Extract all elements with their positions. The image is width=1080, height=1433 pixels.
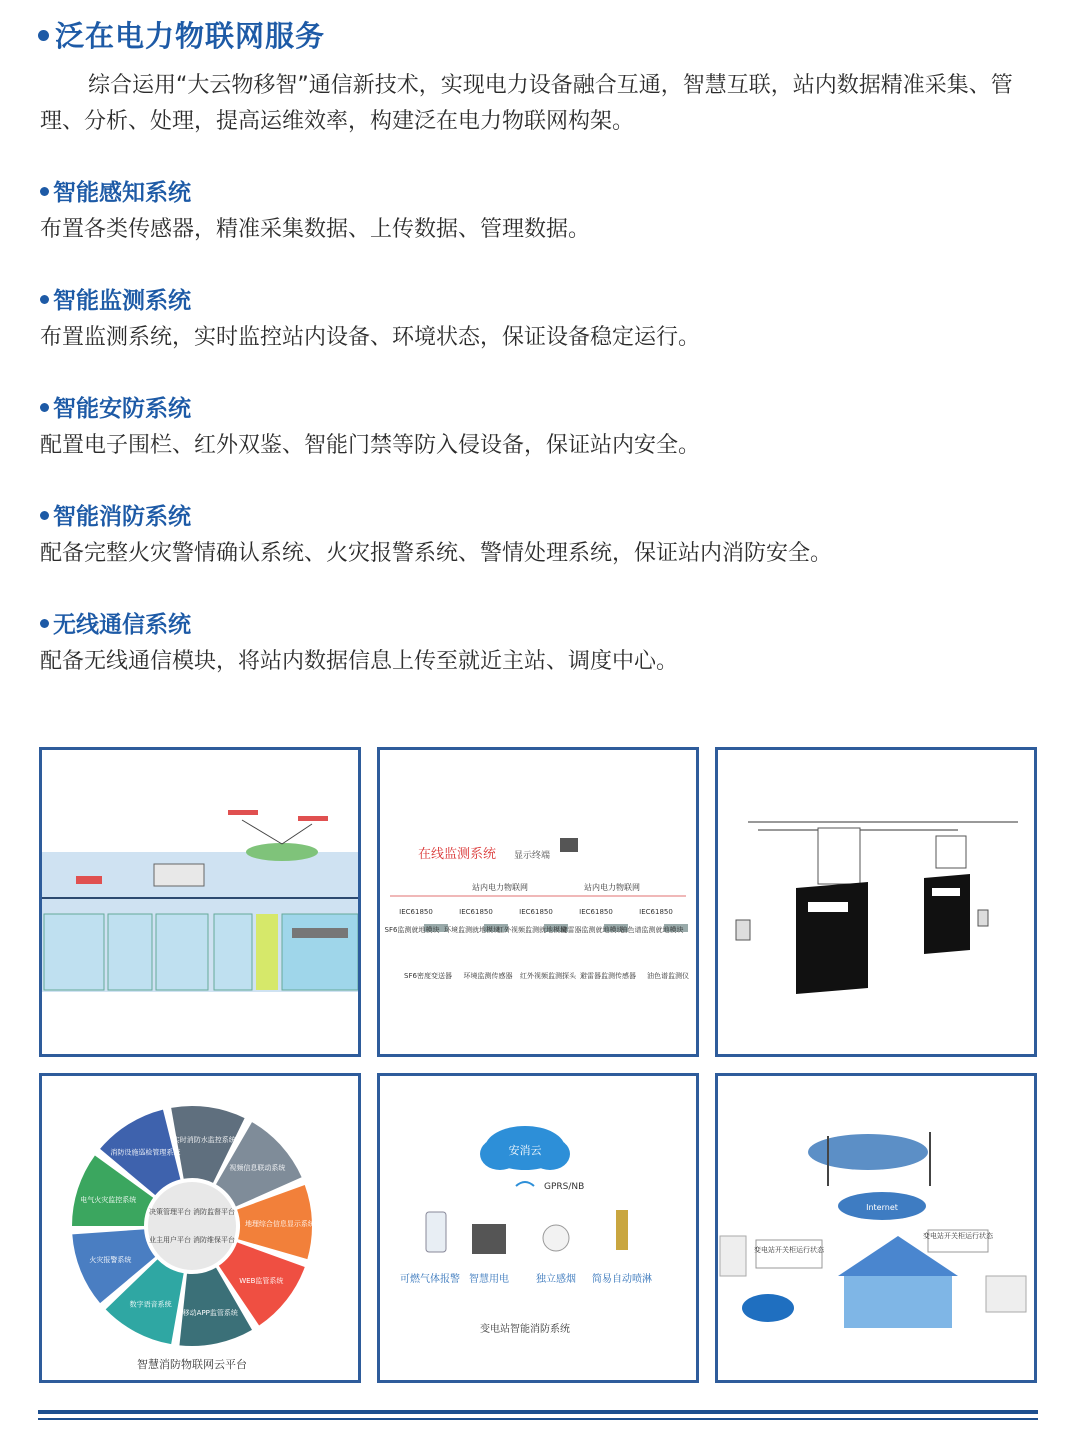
- gas-detector-icon: [426, 1212, 446, 1252]
- sensor-label: 环境监测传感器: [463, 972, 513, 980]
- online-monitoring-diagram: [380, 750, 696, 1054]
- phone-status-label: 变电站开关柜运行状态: [754, 1246, 824, 1254]
- module-label: SF6监测就地模块: [384, 926, 440, 934]
- wheel-segment-label: 电气火灾监控系统: [80, 1195, 137, 1204]
- wheel-segment-label: 火灾报警系统: [89, 1255, 132, 1264]
- section-text: 配备完整火灾警情确认系统、火灾报警系统、警情处理系统，保证站内消防安全。: [40, 541, 833, 566]
- sprinkler-icon: [616, 1210, 628, 1250]
- cloud-label: 安消云: [508, 1144, 542, 1157]
- protocol-label: IEC61850: [579, 908, 613, 916]
- wheel-segment-label: 视频信息联动系统: [229, 1164, 286, 1173]
- section-heading: 智能监测系统: [53, 288, 191, 314]
- map-icon: [720, 1236, 746, 1276]
- section-wireless: [40, 608, 1040, 678]
- smart-power-icon: [472, 1224, 506, 1254]
- wheel-segment-label: 实时消防水监控系统: [172, 1135, 236, 1144]
- protocol-label: IEC61850: [519, 908, 553, 916]
- section-text: 布置各类传感器，精准采集数据、上传数据、管理数据。: [40, 217, 591, 242]
- wheel-caption: 智慧消防物联网云平台: [137, 1358, 247, 1371]
- network-label-left: 站内电力物联网: [472, 883, 528, 892]
- bullet-icon: [40, 619, 49, 628]
- protocol-label: IEC61850: [459, 908, 493, 916]
- wheel-segment-label: WEB监管系统: [239, 1277, 284, 1286]
- section-heading: 无线通信系统: [53, 612, 191, 638]
- section-security: [40, 392, 1040, 462]
- sensor-label: SF6密度变送器: [404, 972, 452, 980]
- section-heading: 智能消防系统: [53, 504, 191, 530]
- access-control-diagram: [718, 750, 1034, 1054]
- footer-rule: [38, 1410, 1038, 1414]
- module-label: 油色谱监测就地模块: [620, 926, 684, 934]
- map-icon: [986, 1276, 1026, 1312]
- internet-label: Internet: [866, 1203, 898, 1212]
- device-label: 独立感烟: [536, 1274, 576, 1285]
- users-icon: [742, 1294, 794, 1322]
- network-label-right: 站内电力物联网: [584, 883, 640, 892]
- sensor-label: 油色谱监测仪: [647, 972, 689, 980]
- bullet-icon: [40, 511, 49, 520]
- wheel-segment-label: 消防设施巡检管理系统: [110, 1148, 181, 1157]
- bullet-icon: [40, 187, 49, 196]
- wheel-center-label: 消防监督平台: [193, 1208, 235, 1216]
- module-label: 环境监测就地模块: [444, 926, 500, 934]
- fire-platform-wheel: [42, 1076, 358, 1380]
- section-text: 布置监测系统，实时监控站内设备、环境状态，保证设备稳定运行。: [40, 325, 701, 350]
- wheel-center-label: 业主用户平台: [149, 1236, 191, 1244]
- wheel-segment-label: 地理综合信息显示系统: [244, 1219, 315, 1228]
- diagram-caption: 变电站智能消防系统: [480, 1324, 570, 1335]
- footer-rule: [38, 1418, 1038, 1420]
- section-monitoring: [40, 284, 1040, 354]
- section-heading: 智能感知系统: [53, 180, 191, 206]
- substation-fire-diagram: [380, 1076, 696, 1380]
- sensor-label: 避雷器监测传感器: [580, 972, 636, 980]
- controller-box: [818, 828, 860, 884]
- bullet-icon: [40, 295, 49, 304]
- wheel-center-label: 消防维保平台: [193, 1236, 235, 1244]
- architecture-diagram: [42, 750, 358, 1054]
- protocol-label: IEC61850: [639, 908, 673, 916]
- section-text: 配备无线通信模块，将站内数据信息上传至就近主站、调度中心。: [40, 649, 679, 674]
- smoke-detector-icon: [543, 1225, 569, 1251]
- architecture-diagram-panel: [39, 747, 361, 1057]
- page-title: 泛在电力物联网服务: [38, 14, 325, 55]
- door-icon: [796, 882, 868, 994]
- substation-fire-panel: [377, 1073, 699, 1383]
- fire-cloud-platform-panel: [39, 1073, 361, 1383]
- wheel-center: [148, 1182, 236, 1270]
- terminal-label: 显示终端: [514, 851, 551, 861]
- wireless-network-panel: [715, 1073, 1037, 1383]
- section-perception: [40, 176, 1040, 246]
- station-status-label: 变电站开关柜运行状态: [923, 1232, 993, 1240]
- intro-paragraph: 综合运用“大云物移智”通信新技术，实现电力设备融合互通，智慧互联，站内数据精准采集、管理、分析、处理，提高运维效率，构建泛在电力物联网构架。: [40, 73, 1013, 134]
- protocol-label: IEC61850: [399, 908, 433, 916]
- bullet-icon: [40, 403, 49, 412]
- bullet-icon: [38, 30, 49, 41]
- device-label: 简易自动喷淋: [592, 1274, 652, 1285]
- section-heading: 智能安防系统: [53, 396, 191, 422]
- system-title: 在线监测系统: [418, 847, 497, 862]
- sensor-label: 红外视频监测探头: [520, 972, 576, 980]
- card-reader-icon: [736, 920, 750, 940]
- wheel-segment-label: 移动APP监管系统: [182, 1309, 238, 1318]
- wheel-center-label: 决策管理平台: [149, 1208, 191, 1216]
- computer-icon: [560, 838, 578, 852]
- controller-box: [936, 836, 966, 868]
- card-reader-icon: [978, 910, 988, 926]
- wheel-segment-label: 数字语音系统: [129, 1300, 172, 1309]
- section-text: 配置电子围栏、红外双鉴、智能门禁等防入侵设备，保证站内安全。: [40, 433, 701, 458]
- module-label: 红外视频监测就地模块: [497, 926, 567, 934]
- device-label: 可燃气体报警: [400, 1274, 460, 1285]
- network-label: GPRS/NB: [544, 1182, 585, 1192]
- online-monitoring-panel: [377, 747, 699, 1057]
- module-label: 避雷器监测就地模块: [560, 926, 624, 934]
- wireless-network-diagram: [718, 1076, 1034, 1380]
- door-icon: [924, 874, 970, 954]
- wifi-icon: [516, 1182, 534, 1186]
- device-label: 智慧用电: [469, 1274, 509, 1285]
- access-control-panel: [715, 747, 1037, 1057]
- section-fire: [40, 500, 1040, 570]
